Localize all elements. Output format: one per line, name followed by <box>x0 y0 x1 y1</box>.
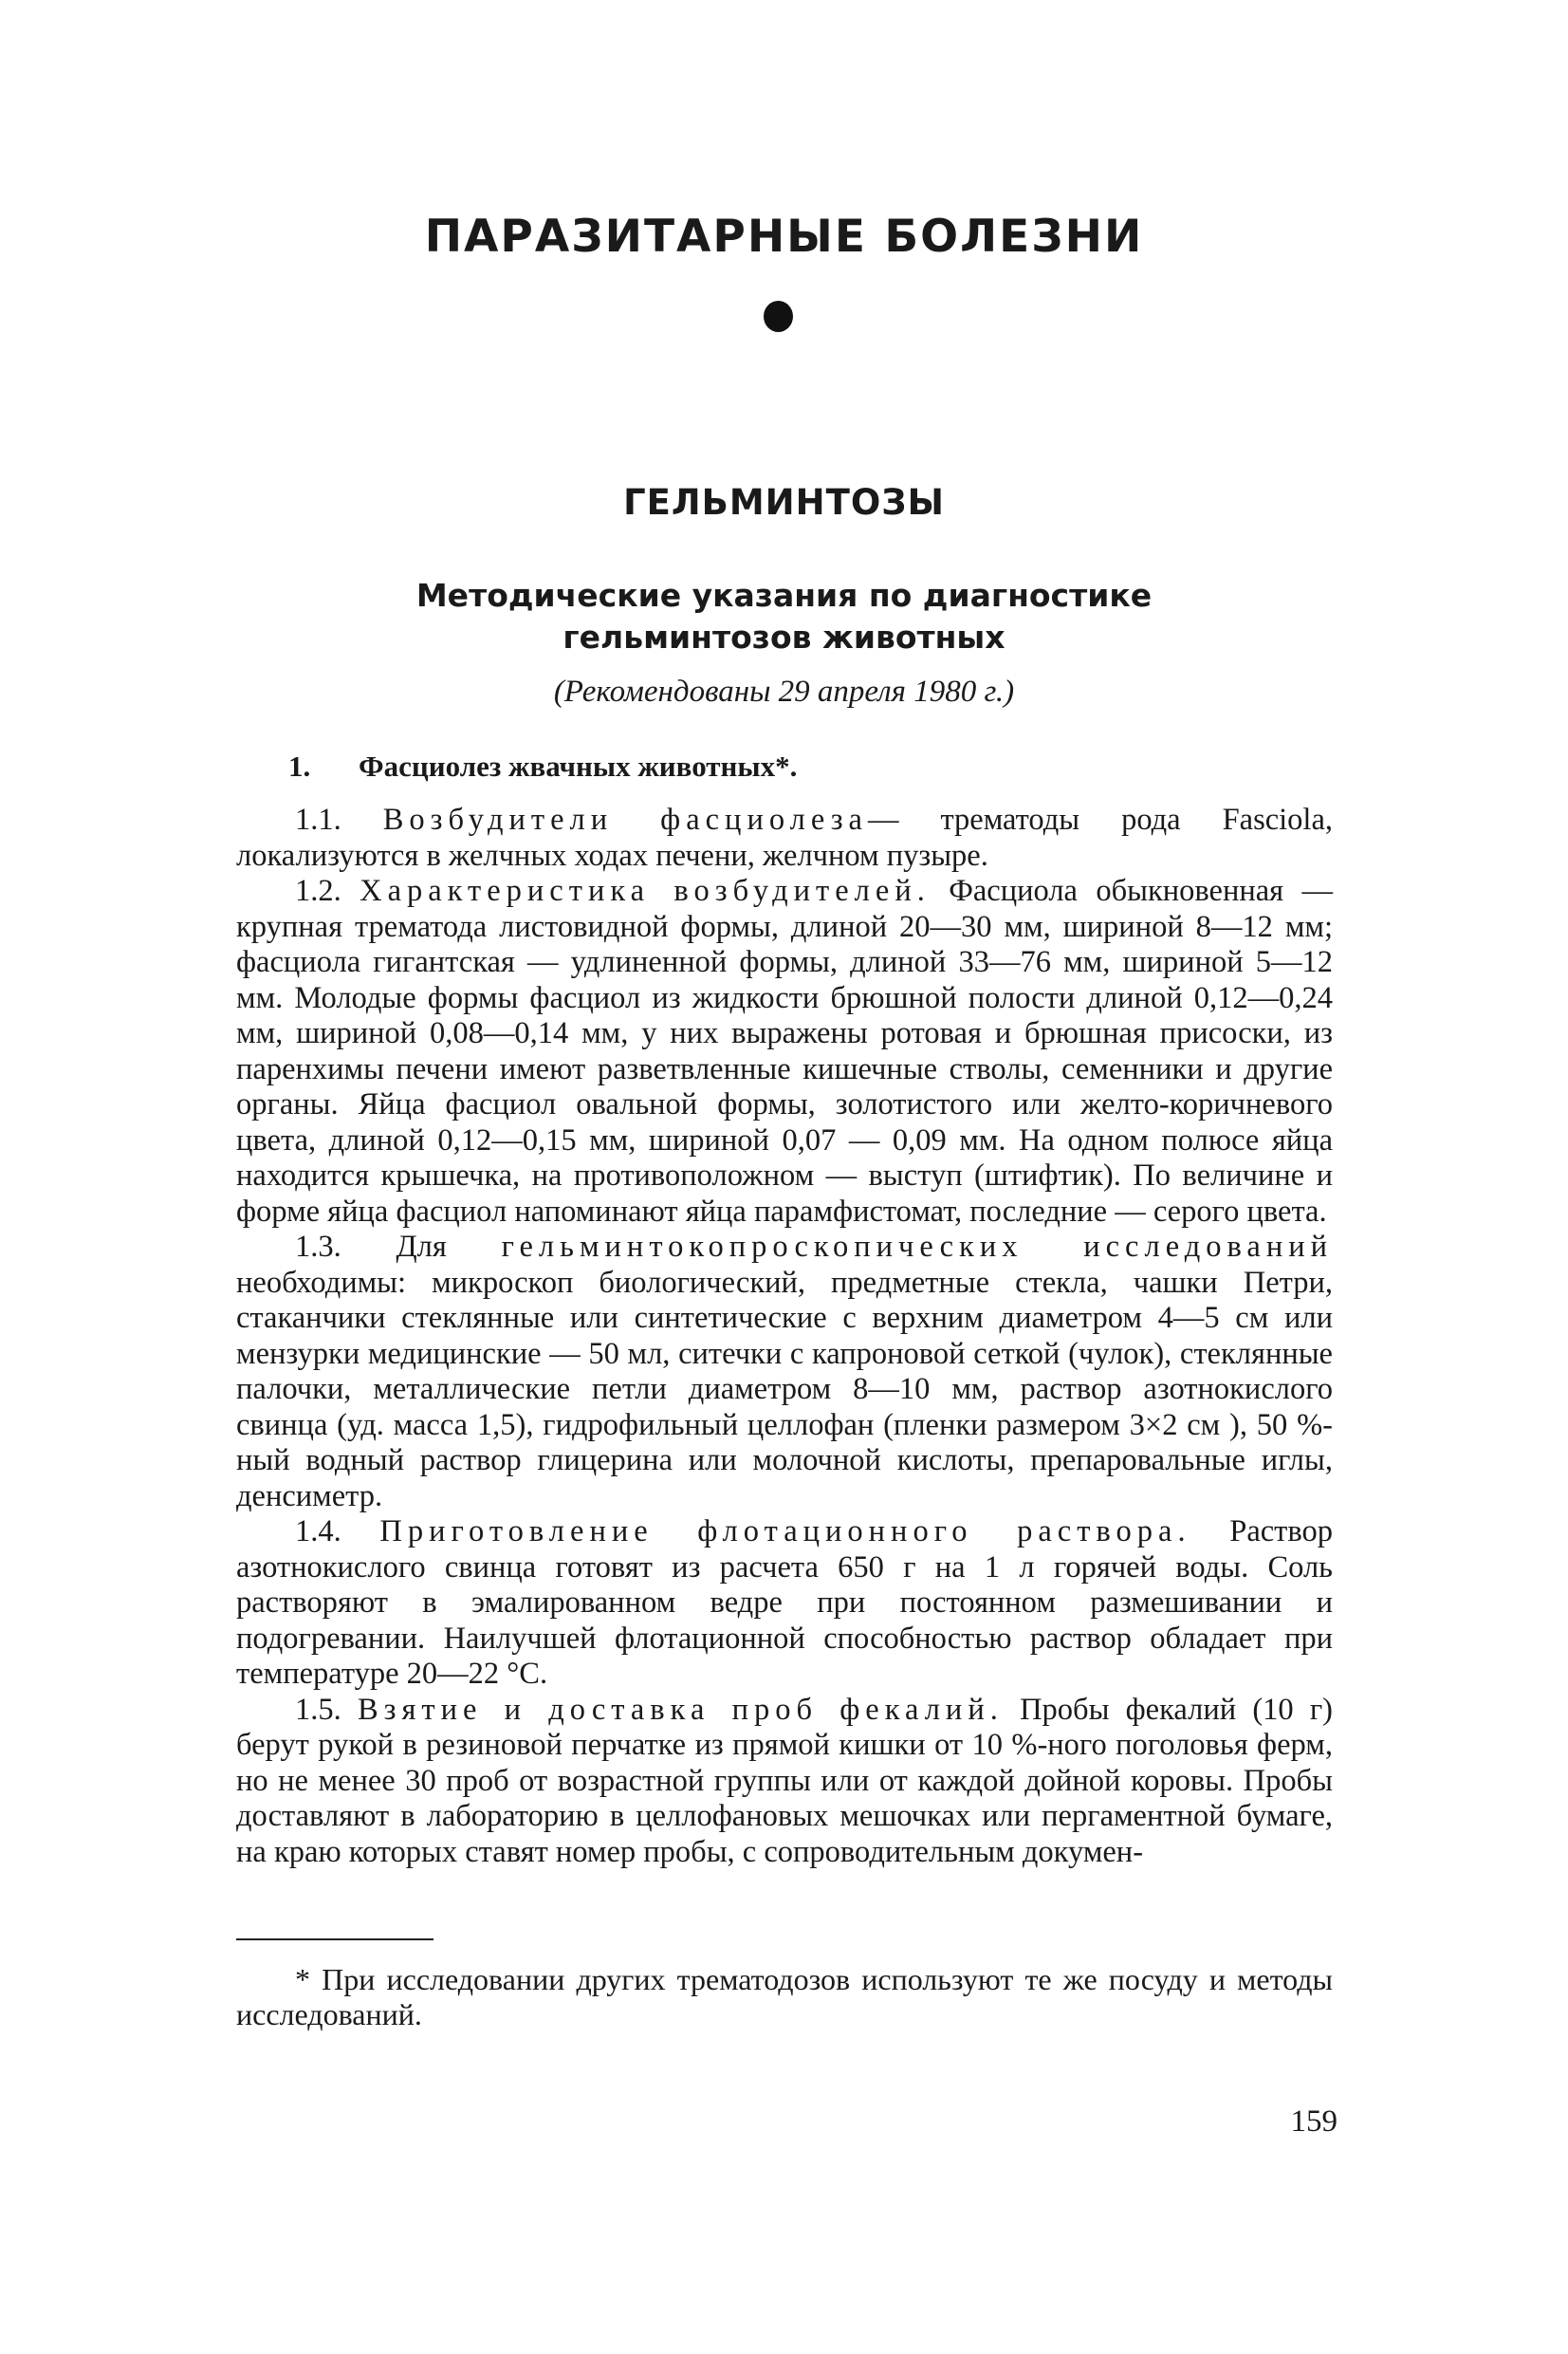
bullet-dot-icon <box>764 301 793 332</box>
heading-number: 1. <box>288 750 311 783</box>
recommendation-date: (Рекомендованы 29 апреля 1980 г.) <box>553 675 1015 709</box>
paragraph-1-4 <box>236 1514 1333 1693</box>
paragraph-term: Характеристика возбудителей. <box>360 874 931 908</box>
paragraph-lead: 1.1. <box>295 803 341 837</box>
paragraph-1-3 <box>236 1230 1333 1514</box>
subtitle-line-1: Методические указания по диагностике <box>415 577 1153 614</box>
paragraph-1-5 <box>236 1693 1333 1871</box>
subtitle-line-2: гельминтозов животных <box>563 619 1005 656</box>
paragraph-lead: 1.3. Для <box>295 1230 447 1264</box>
paragraph-lead: 1.4. <box>295 1514 341 1548</box>
page-number: 159 <box>1290 2104 1337 2139</box>
paragraph-1-1 <box>236 803 1333 874</box>
paragraph-term: гельминтокопроскопических исследований <box>501 1230 1333 1264</box>
paragraph-1-2 <box>236 874 1333 1230</box>
footnote: * При исследовании других трематодозов используют те же посуду и методы исследований. <box>236 1962 1333 2031</box>
main-title: ПАРАЗИТАРНЫЕ БОЛЕЗНИ <box>424 211 1144 263</box>
section-title: ГЕЛЬМИНТОЗЫ <box>623 482 945 523</box>
subtitle <box>0 575 1568 658</box>
paragraph-term: Приготовление флотационного раствора. <box>379 1514 1191 1548</box>
paragraph-term: Возбудители фасциолеза <box>382 803 868 837</box>
paragraph-lead: 1.5. <box>295 1692 341 1727</box>
paragraph-text: Раствор азотнокислого свинца готовят из расчета 650 г на 1 л горячей воды. Соль растворяют в эмалированном ведре при постоянном размешивании и подогревании. Наилучшей флотационной способностью раствор обладает при температуре 20—22 °С. <box>236 1514 1334 1691</box>
heading-fascioliasis <box>288 750 797 784</box>
paragraph-text: Фасциола обыкновенная — крупная трематода листовидной формы, длиной 20—30 мм, шириной 8—12 мм; фасциола гигантская — удлиненной формы, длиной 33—76 мм, шириной 5—12 мм. Молодые формы фасциол из жидкости брюшной полости длиной 0,12—0,24 мм, шириной 0,08—0,14 мм, у них выражены ротовая и брюшная присоски, из паренхимы печени имеют разветвленные кишечные стволы, семенники и другие органы. Яйца фасциол овальной формы, золотистого или желто-коричневого цвета, длиной 0,12—0,15 мм, шириной 0,07 — 0,09 мм. На одном полюсе яйца находится крышечка, на противоположном — выступ (штифтик). По величине и форме яйца фасциол напоминают яйца парамфистомат, последние — серого цвета. <box>236 874 1333 1229</box>
heading-text: Фасциолез жвачных животных*. <box>359 750 798 783</box>
paragraph-lead: 1.2. <box>295 874 341 908</box>
paragraph-text: — трематоды рода Fasciola, локализуются в желчных ходах печени, желчном пузыре. <box>236 803 1334 873</box>
paragraph-text: Пробы фекалий (10 г) берут рукой в резиновой перчатке из прямой кишки от 10 %-ного поголовья ферм, но не менее 30 проб от возрастной группы или от каждой дойной коровы. Пробы доставляют в лабораторию в целлофановых мешочках или пергаментной бумаге, на краю которых ставят номер пробы, с сопроводительным докумен- <box>236 1692 1334 1869</box>
body-text <box>236 803 1333 1870</box>
footnote-divider <box>236 1938 434 1940</box>
paragraph-text: необходимы: микроскоп биологический, предметные стекла, чашки Петри, стаканчики стеклянные или синтетические с верхним диаметром 4—5 см или мензурки медицинские — 50 мл, ситечки с капроновой сеткой (чулок), стеклянные палочки, металлические петли диаметром 8—10 мм, раствор азотнокислого свинца (уд. масса 1,5), гидрофильный целлофан (пленки размером 3×2 см ), 50 %-ный водный раствор глицерина или молочной кислоты, препаровальные иглы, денсиметр. <box>236 1265 1333 1513</box>
paragraph-term: Взятие и доставка проб фекалий. <box>357 1692 1004 1727</box>
